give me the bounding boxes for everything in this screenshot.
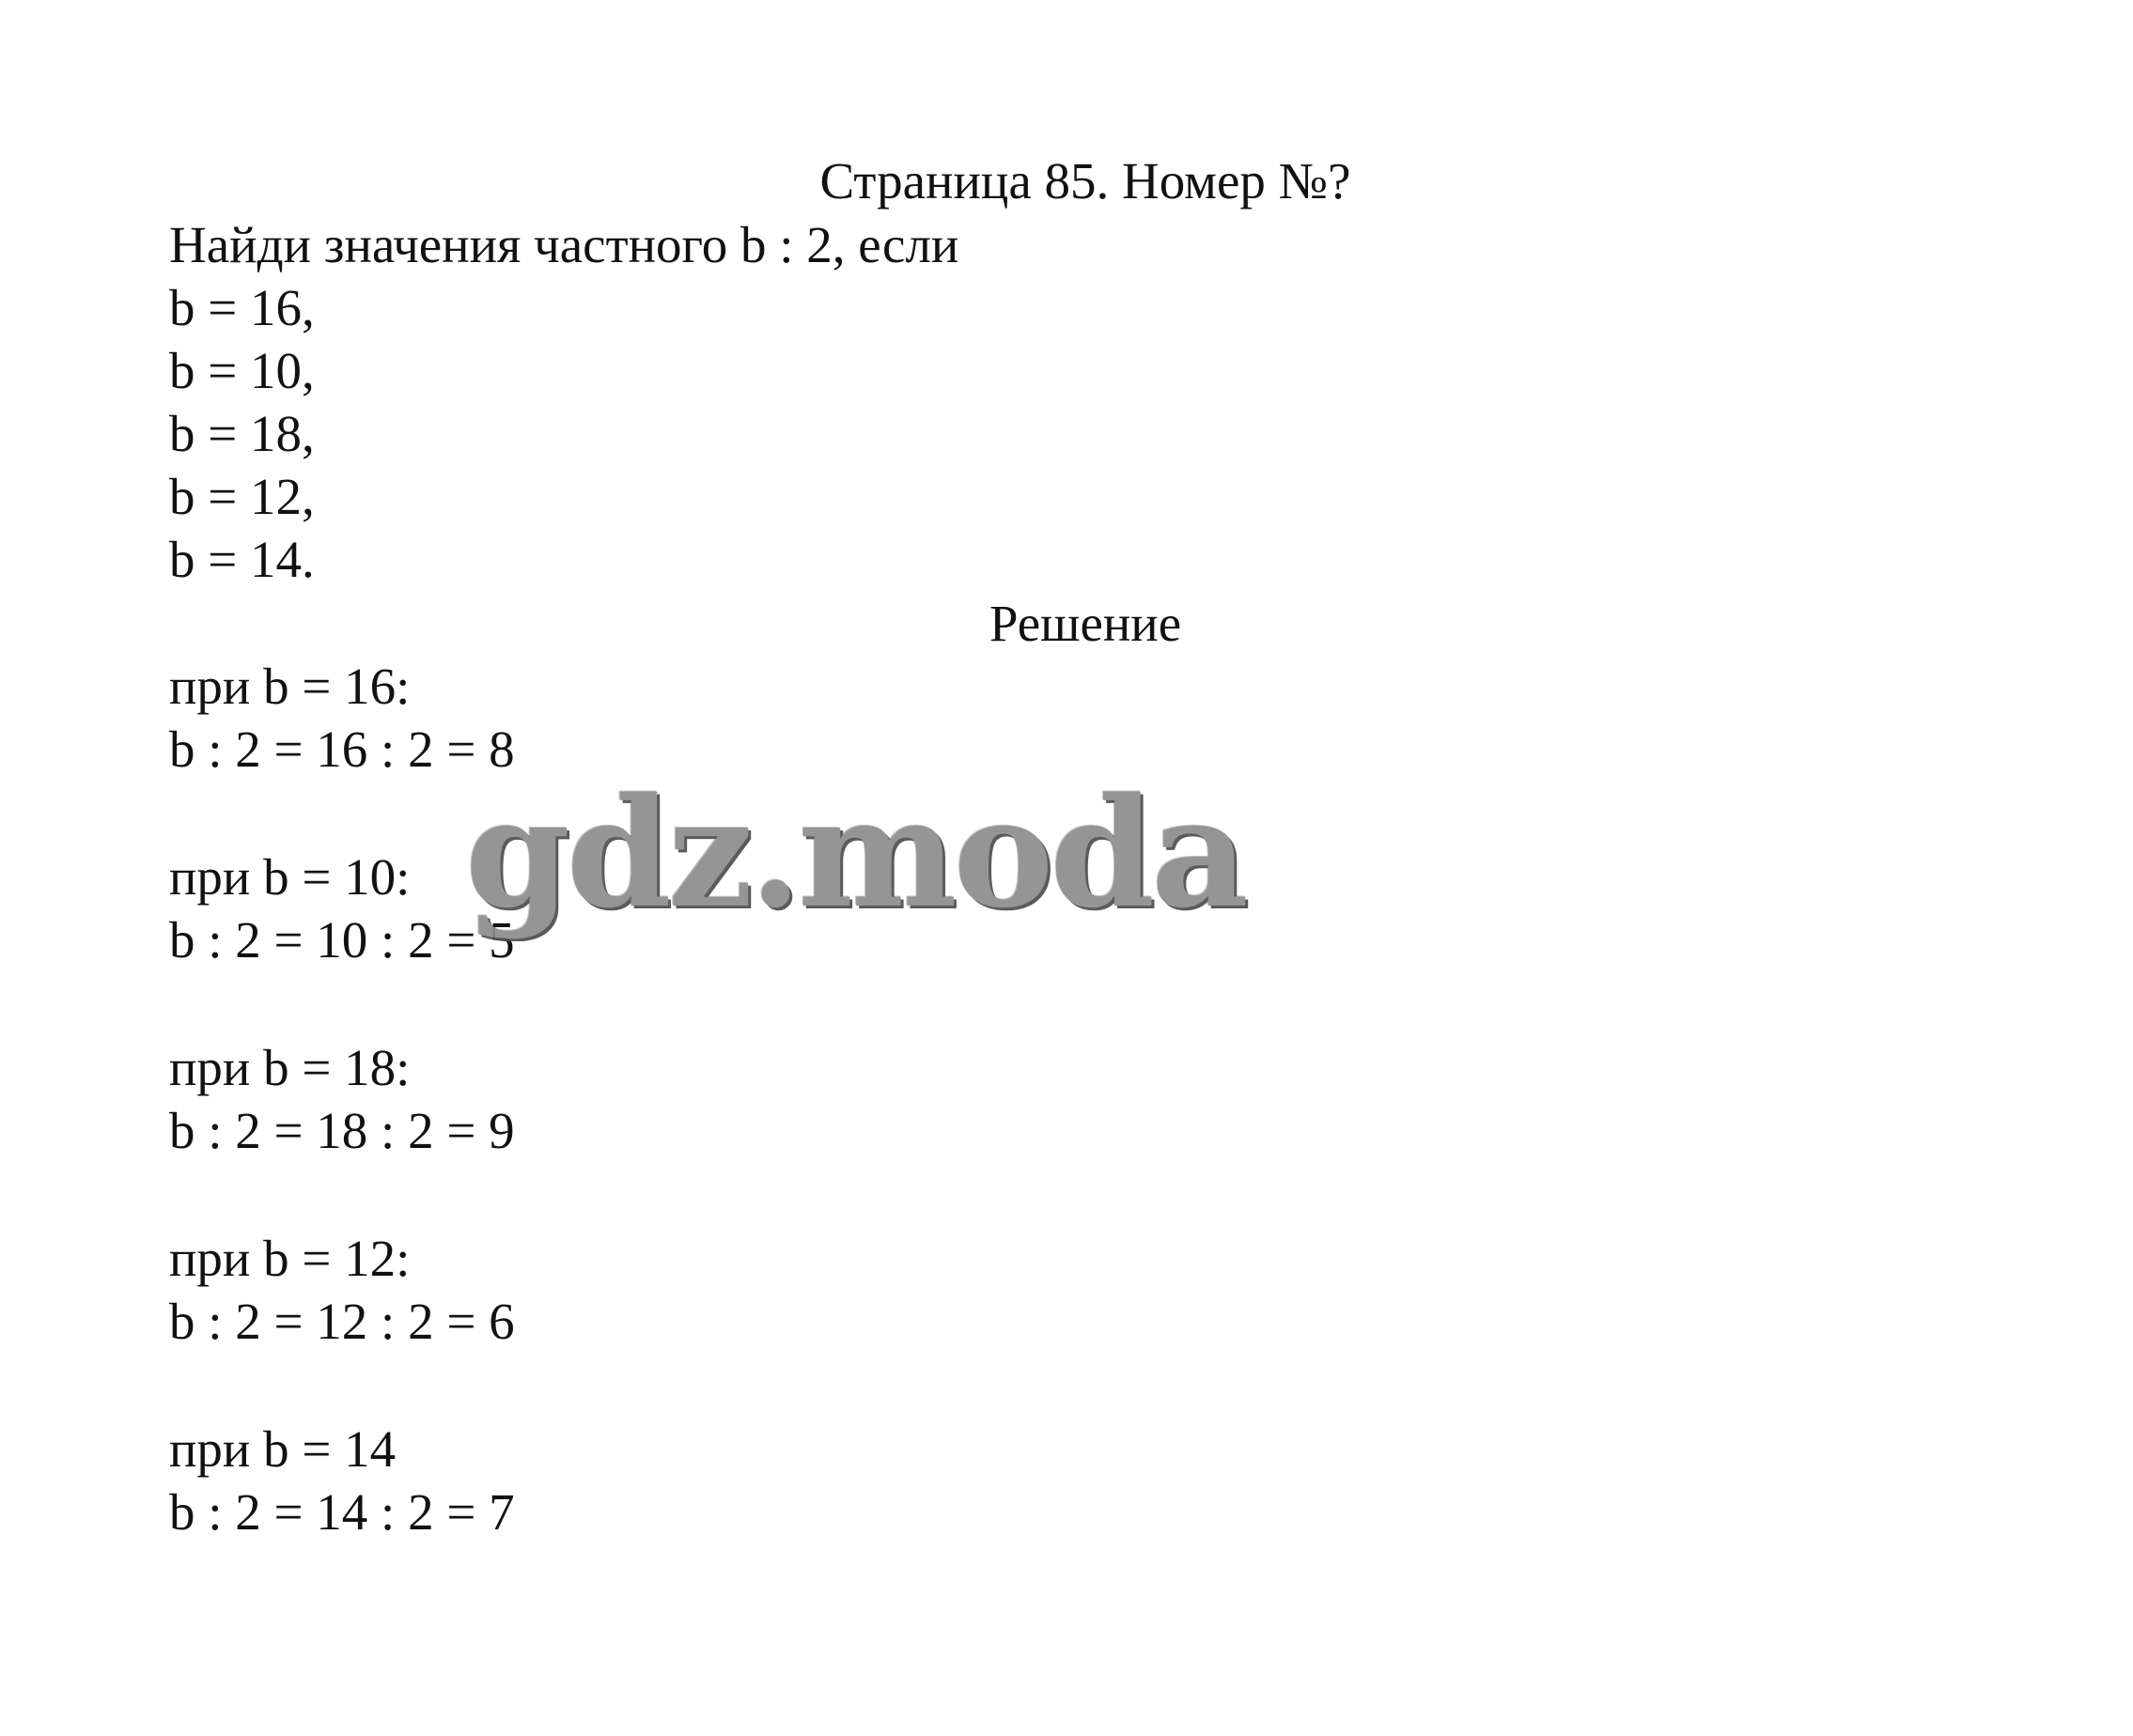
solution-heading: Решение xyxy=(989,595,1182,652)
solution-condition: при b = 14 xyxy=(169,1420,397,1478)
task-statement: Найди значения частного b : 2, если xyxy=(169,216,959,273)
task-value: b = 14. xyxy=(169,531,315,588)
solution-calculation: b : 2 = 16 : 2 = 8 xyxy=(169,721,515,778)
task-value: b = 12, xyxy=(169,468,315,525)
watermark-logo: gdz.moda xyxy=(465,765,1245,941)
task-value: b = 10, xyxy=(169,342,315,399)
solution-calculation: b : 2 = 12 : 2 = 6 xyxy=(169,1293,515,1350)
page-title: Страница 85. Номер №? xyxy=(819,152,1351,209)
task-value: b = 16, xyxy=(169,279,315,336)
task-value: b = 18, xyxy=(169,405,315,462)
solution-condition: при b = 10: xyxy=(169,848,411,906)
solution-condition: при b = 16: xyxy=(169,658,411,715)
solution-condition: при b = 18: xyxy=(169,1039,411,1096)
solution-condition: при b = 12: xyxy=(169,1230,411,1287)
solution-calculation: b : 2 = 10 : 2 = 5 xyxy=(169,911,515,969)
solution-calculation: b : 2 = 14 : 2 = 7 xyxy=(169,1483,515,1541)
solution-calculation: b : 2 = 18 : 2 = 9 xyxy=(169,1102,515,1159)
